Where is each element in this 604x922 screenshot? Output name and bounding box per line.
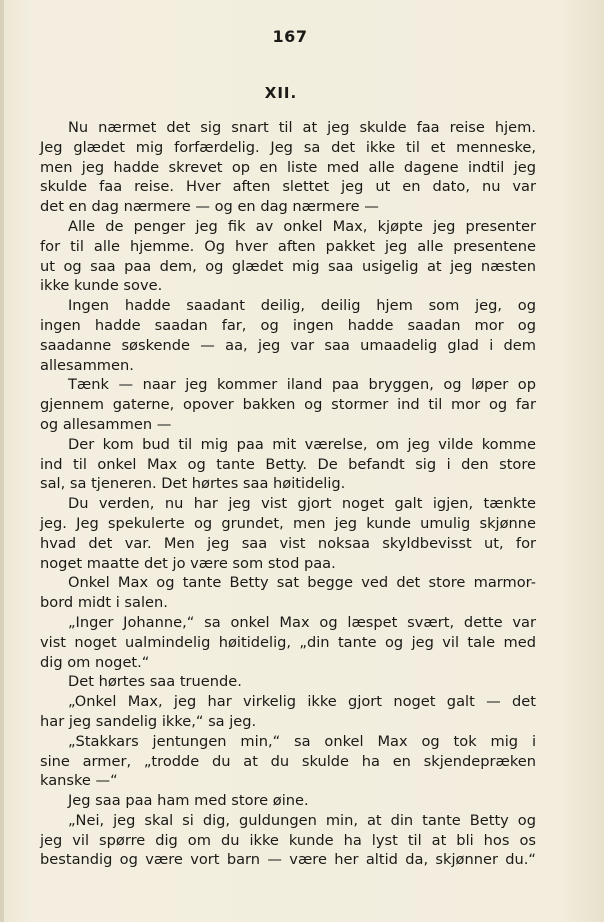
- text-line: Der kom bud til mig paa mit værelse, om jeg vilde komme: [68, 435, 536, 453]
- text-line: Ingen hadde saadant deilig, deilig hjem som jeg, og: [68, 297, 536, 315]
- text-line: „Nei, jeg skal si dig, guldungen min, at din tante Betty og: [68, 811, 536, 829]
- text-line: sal, sa tjeneren. Det hørtes saa høitidelig.: [40, 475, 346, 493]
- text-line: for til alle hjemme. Og hver aften pakket jeg alle presentene: [40, 237, 536, 255]
- text-line: bestandig og være vort barn — være her altid da, skjønner du.“: [40, 851, 536, 869]
- text-line: jeg. Jeg spekulerte og grundet, men jeg kunde umulig skjønne: [40, 514, 536, 532]
- text-line: jeg vil spørre dig om du ikke kunde ha lyst til at bli hos os: [40, 831, 536, 849]
- text-line: Nu nærmet det sig snart til at jeg skulde faa reise hjem.: [68, 119, 536, 136]
- text-line: kanske —“: [40, 772, 118, 790]
- text-line: saadanne søskende — aa, jeg var saa umaadelig glad i dem: [40, 336, 536, 354]
- text-line: „Stakkars jentungen min,“ sa onkel Max og tok mig i: [68, 732, 536, 750]
- text-line: Jeg glædet mig forfærdelig. Jeg sa det ikke til et menneske,: [40, 138, 536, 156]
- text-line: skulde faa reise. Hver aften slettet jeg ut en dato, nu var: [40, 178, 536, 196]
- text-line: ikke kunde sove.: [40, 277, 163, 295]
- text-line: Tænk — naar jeg kommer iland paa bryggen, og løper op: [68, 376, 536, 394]
- text-line: hvad det var. Men jeg saa vist noksaa skyldbevisst ut, for: [40, 534, 536, 552]
- text-line: dig om noget.“: [40, 653, 150, 671]
- text-line: „Onkel Max, jeg har virkelig ikke gjort noget galt — det: [68, 693, 536, 711]
- page-number: 167: [272, 27, 308, 46]
- text-line: det en dag nærmere — og en dag nærmere —: [40, 198, 379, 216]
- text-line: noget maatte det jo være som stod paa.: [40, 554, 336, 572]
- text-line: Det hørtes saa truende.: [68, 673, 242, 691]
- text-line: ingen hadde saadan far, og ingen hadde saadan mor og: [40, 316, 536, 334]
- text-line: ut og saa paa dem, og glædet mig saa usigelig at jeg næsten: [40, 257, 536, 275]
- text-line: Onkel Max og tante Betty sat begge ved det store marmor-: [68, 574, 536, 592]
- text-line: gjennem gaterne, opover bakken og stormer ind til mor og far: [40, 396, 536, 414]
- text-line: „Inger Johanne,“ sa onkel Max og læspet svært, dette var: [68, 613, 536, 631]
- text-line: Jeg saa paa ham med store øine.: [68, 792, 309, 810]
- text-line: men jeg hadde skrevet op en liste med alle dagene indtil jeg: [40, 158, 536, 176]
- body-text: [40, 118, 536, 870]
- text-line: ind til onkel Max og tante Betty. De befandt sig i den store: [40, 455, 536, 473]
- text-line: Du verden, nu har jeg vist gjort noget galt igjen, tænkte: [68, 495, 536, 513]
- text-line: bord midt i salen.: [40, 594, 168, 612]
- text-line: vist noget ualmindelig høitidelig, „din tante og jeg vil tale med: [40, 633, 536, 651]
- text-line: Alle de penger jeg fik av onkel Max, kjøpte jeg presenter: [68, 217, 536, 235]
- text-line: allesammen.: [40, 356, 134, 374]
- text-line: og allesammen —: [40, 415, 172, 433]
- text-line: har jeg sandelig ikke,“ sa jeg.: [40, 712, 257, 730]
- text-line: sine armer, „trodde du at du skulde ha en skjendepræken: [40, 752, 536, 770]
- page-spine-shadow: [0, 0, 4, 922]
- chapter-heading: XII.: [264, 84, 298, 102]
